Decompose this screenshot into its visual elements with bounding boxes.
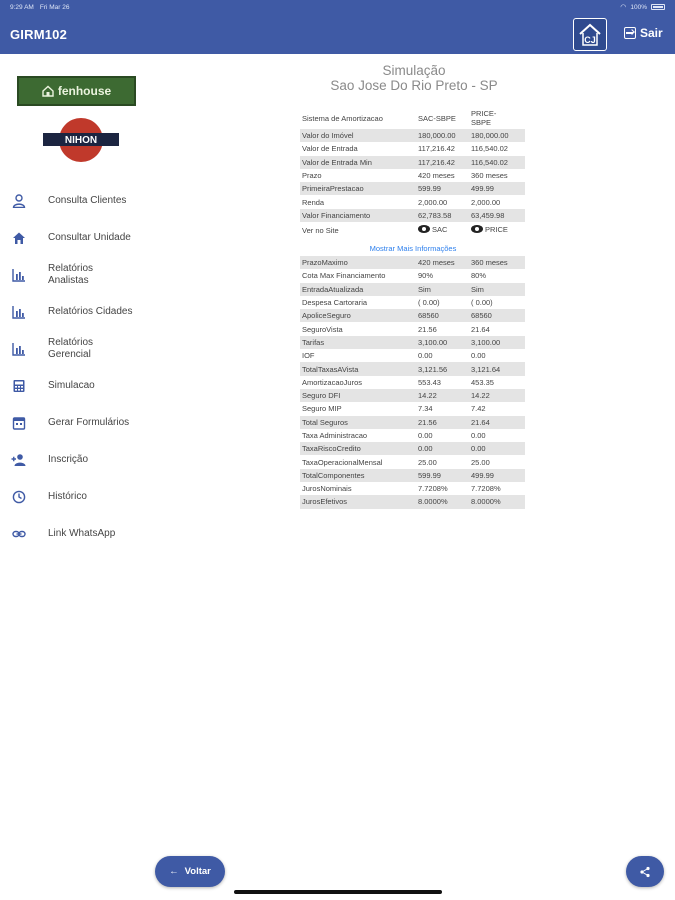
row-sac-value: 21.56	[418, 324, 437, 334]
bar-chart-icon	[11, 304, 27, 320]
voltar-label: Voltar	[184, 866, 211, 877]
logout-icon	[624, 27, 636, 39]
row-label: AmortizacaoJuros	[302, 377, 363, 387]
row-price-value: Sim	[469, 283, 525, 296]
header-price: PRICE- SBPE	[471, 109, 497, 127]
row-price-value: 68560	[469, 309, 525, 322]
nihon-label: NIHON	[64, 135, 98, 146]
home-logo-button[interactable]	[573, 18, 607, 51]
table-row	[300, 156, 525, 169]
row-label: JurosNominais	[302, 484, 352, 494]
status-bar	[0, 0, 675, 14]
sidebar-item-label: Histórico	[48, 490, 87, 502]
row-sac-value: 3,100.00	[416, 336, 469, 349]
row-sac-value: 180,000.00	[416, 129, 469, 142]
nihon-logo-graphic	[43, 116, 119, 164]
ver-no-site-row	[300, 222, 525, 238]
row-label: Total Seguros	[300, 416, 416, 429]
row-label: Valor do Imóvel	[300, 129, 416, 142]
row-price-value: 116,540.02	[469, 156, 525, 169]
table-row	[300, 495, 525, 508]
sidebar-item-consulta-clientes[interactable]	[0, 182, 270, 219]
header-label: Sistema de Amortizacao	[302, 113, 383, 123]
eye-icon	[418, 225, 430, 233]
sidebar-item-relatorios-cidades[interactable]	[0, 293, 270, 330]
row-label: IOF	[302, 351, 315, 361]
row-sac-value: 7.34	[418, 404, 433, 414]
table-header-row	[300, 107, 525, 129]
row-price-value: 63,459.98	[469, 209, 525, 222]
logout-label: Sair	[640, 26, 663, 40]
share-button[interactable]	[626, 856, 664, 887]
table-row	[300, 482, 525, 495]
bar-chart-icon	[11, 267, 27, 283]
table-row	[300, 283, 525, 296]
row-price-value: 21.64	[469, 416, 525, 429]
row-sac-value: 599.99	[416, 469, 469, 482]
row-price-value: 0.00	[471, 431, 486, 440]
app-title: GIRM102	[10, 26, 68, 42]
row-price-value: 3,121.64	[469, 362, 525, 375]
link-icon	[11, 526, 27, 542]
row-label: EntradaAtualizada	[300, 283, 416, 296]
table-row	[300, 142, 525, 155]
row-label: Renda	[302, 197, 325, 207]
arrow-left-icon: ←	[169, 866, 179, 877]
house-logo-icon	[577, 22, 603, 48]
fenhouse-label: fenhouse	[57, 84, 112, 98]
row-label: Cota Max Financiamento	[302, 271, 386, 281]
table-row	[300, 309, 525, 322]
sidebar-item-label: Simulacao	[48, 379, 95, 391]
row-price-value: 0.00	[471, 351, 486, 361]
row-sac-value: 2,000.00	[418, 197, 448, 207]
ver-price-link[interactable]	[471, 225, 508, 234]
row-sac-value: 117,216.42	[416, 156, 469, 169]
sidebar-item-label: Relatórios Gerencial	[48, 336, 94, 360]
app-bar	[0, 14, 675, 54]
row-label: Prazo	[302, 171, 322, 181]
sidebar-nav	[0, 182, 270, 552]
ver-sac-label: SAC	[432, 224, 448, 234]
row-label: JurosEfetivos	[300, 495, 416, 508]
svg-text:CJ: CJ	[584, 34, 596, 45]
mostrar-mais-link[interactable]: Mostrar Mais Informações	[369, 244, 457, 253]
row-label: PrimeiraPrestacao	[300, 182, 416, 195]
sidebar-item-label: Link WhatsApp	[48, 527, 116, 539]
calculator-icon	[11, 378, 27, 394]
wifi-icon: ◠	[620, 4, 627, 11]
row-label: Valor Financiamento	[300, 209, 416, 222]
sidebar-item-label: Inscrição	[48, 453, 89, 465]
row-sac-value: 7.7208%	[418, 484, 448, 494]
logout-button[interactable]	[624, 26, 663, 40]
person-icon	[11, 193, 27, 209]
row-sac-value: 3,121.56	[416, 362, 469, 375]
row-label: ApoliceSeguro	[300, 309, 416, 322]
page-subtitle: Sao Jose Do Rio Preto - SP	[330, 78, 498, 93]
clock-icon	[11, 489, 27, 505]
row-price-value: 25.00	[471, 457, 490, 467]
row-label: Seguro DFI	[300, 389, 416, 402]
row-sac-value: 0.00	[418, 351, 433, 361]
table-row	[300, 442, 525, 455]
sidebar-item-gerar-formularios[interactable]	[0, 404, 270, 441]
row-sac-value: Sim	[416, 283, 469, 296]
table-row	[300, 349, 525, 362]
row-sac-value: 0.00	[416, 442, 469, 455]
status-date: Fri Mar 26	[39, 3, 70, 11]
table-row	[300, 336, 525, 349]
row-price-value: 499.99	[469, 469, 525, 482]
sidebar-item-simulacao[interactable]	[0, 367, 270, 404]
row-price-value: 8.0000%	[469, 495, 525, 508]
row-price-value: ( 0.00)	[471, 298, 493, 308]
fenhouse-house-icon	[42, 85, 54, 97]
simulation-details-table	[300, 256, 525, 509]
row-sac-value: 90%	[418, 271, 434, 281]
table-row	[300, 429, 525, 442]
row-label: TotalTaxasAVista	[300, 362, 416, 375]
table-row	[300, 129, 525, 142]
table-row	[300, 389, 525, 402]
home-icon	[11, 230, 27, 246]
status-time: 9:29 AM	[10, 3, 34, 11]
status-right	[620, 3, 665, 11]
table-row	[300, 269, 525, 282]
home-indicator	[234, 890, 442, 894]
row-price-value: 14.22	[469, 389, 525, 402]
row-sac-value: 21.56	[416, 416, 469, 429]
row-price-value: 21.64	[471, 324, 490, 334]
row-price-value: 360 meses	[471, 171, 508, 181]
row-label: SeguroVista	[302, 324, 343, 334]
sidebar-item-historico[interactable]	[0, 478, 270, 515]
table-row	[300, 195, 525, 208]
sidebar-item-relatorios-analistas[interactable]	[0, 256, 270, 293]
sidebar-item-label: Consulta Clientes	[48, 194, 127, 206]
table-row	[300, 256, 525, 269]
row-sac-value: 420 meses	[418, 171, 455, 181]
table-row	[300, 182, 525, 195]
row-label: TaxaOperacionalMensal	[302, 457, 383, 467]
fenhouse-logo	[17, 76, 136, 106]
row-sac-value: 0.00	[418, 431, 433, 440]
row-sac-value: 25.00	[418, 457, 437, 467]
row-label: Taxa Administracao	[302, 431, 368, 440]
share-icon	[639, 866, 651, 878]
calendar-icon	[11, 415, 27, 431]
sidebar-item-inscricao[interactable]	[0, 441, 270, 478]
row-label: Valor de Entrada	[302, 144, 358, 154]
table-row	[300, 209, 525, 222]
row-label: Seguro MIP	[302, 404, 342, 414]
ver-price-label: PRICE	[485, 224, 508, 234]
row-price-value: 7.7208%	[471, 484, 501, 494]
sidebar-item-label: Relatórios Analistas	[48, 262, 94, 286]
ver-no-site-label: Ver no Site	[302, 225, 339, 235]
table-row	[300, 455, 525, 468]
simulation-table	[300, 107, 525, 238]
row-label: TotalComponentes	[300, 469, 416, 482]
sidebar-item-label: Relatórios Cidades	[48, 305, 133, 317]
row-sac-value: 68560	[416, 309, 469, 322]
table-row	[300, 296, 525, 309]
sidebar-item-link-whatsapp[interactable]	[0, 515, 270, 552]
table-row	[300, 469, 525, 482]
row-sac-value: 8.0000%	[416, 495, 469, 508]
row-label: Despesa Cartoraria	[302, 298, 368, 308]
row-sac-value: ( 0.00)	[418, 298, 440, 308]
sidebar-item-consultar-unidade[interactable]	[0, 219, 270, 256]
simulation-panel	[270, 54, 675, 900]
table-row	[300, 376, 525, 389]
row-sac-value: 14.22	[416, 389, 469, 402]
table-row	[300, 322, 525, 335]
row-price-value: 360 meses	[469, 256, 525, 269]
row-sac-value: 420 meses	[416, 256, 469, 269]
header-sac: SAC-SBPE	[418, 113, 456, 123]
table-row	[300, 169, 525, 182]
row-sac-value: 553.43	[418, 377, 441, 387]
row-price-value: 116,540.02	[471, 144, 508, 154]
voltar-button[interactable]	[155, 856, 225, 887]
page-title: Simulação	[382, 63, 446, 78]
row-sac-value: 599.99	[416, 182, 469, 195]
row-sac-value: 117,216.42	[418, 144, 455, 154]
row-label: PrazoMaximo	[300, 256, 416, 269]
table-row	[300, 416, 525, 429]
table-row	[300, 362, 525, 375]
sidebar-item-label: Consultar Unidade	[48, 231, 131, 243]
row-price-value: 2,000.00	[471, 197, 501, 207]
add-person-icon	[11, 452, 27, 468]
row-price-value: 499.99	[469, 182, 525, 195]
sidebar-item-relatorios-gerencial[interactable]	[0, 330, 270, 367]
sidebar-item-label: Gerar Formulários	[48, 416, 130, 428]
row-price-value: 3,100.00	[469, 336, 525, 349]
simulation-header	[270, 63, 558, 93]
row-price-value: 180,000.00	[469, 129, 525, 142]
nihon-logo	[43, 116, 119, 164]
row-price-value: 0.00	[469, 442, 525, 455]
row-label: Tarifas	[300, 336, 416, 349]
ver-sac-link[interactable]	[418, 225, 447, 234]
battery-percent: 100%	[630, 3, 647, 11]
row-label: Valor de Entrada Min	[300, 156, 416, 169]
eye-icon	[471, 225, 483, 233]
row-price-value: 453.35	[471, 377, 494, 387]
row-price-value: 80%	[471, 271, 487, 281]
sidebar	[0, 54, 270, 900]
bar-chart-icon	[11, 341, 27, 357]
row-sac-value: 62,783.58	[416, 209, 469, 222]
battery-icon	[651, 4, 665, 10]
row-price-value: 7.42	[471, 404, 486, 414]
row-label: TaxaRiscoCredito	[300, 442, 416, 455]
table-row	[300, 402, 525, 415]
